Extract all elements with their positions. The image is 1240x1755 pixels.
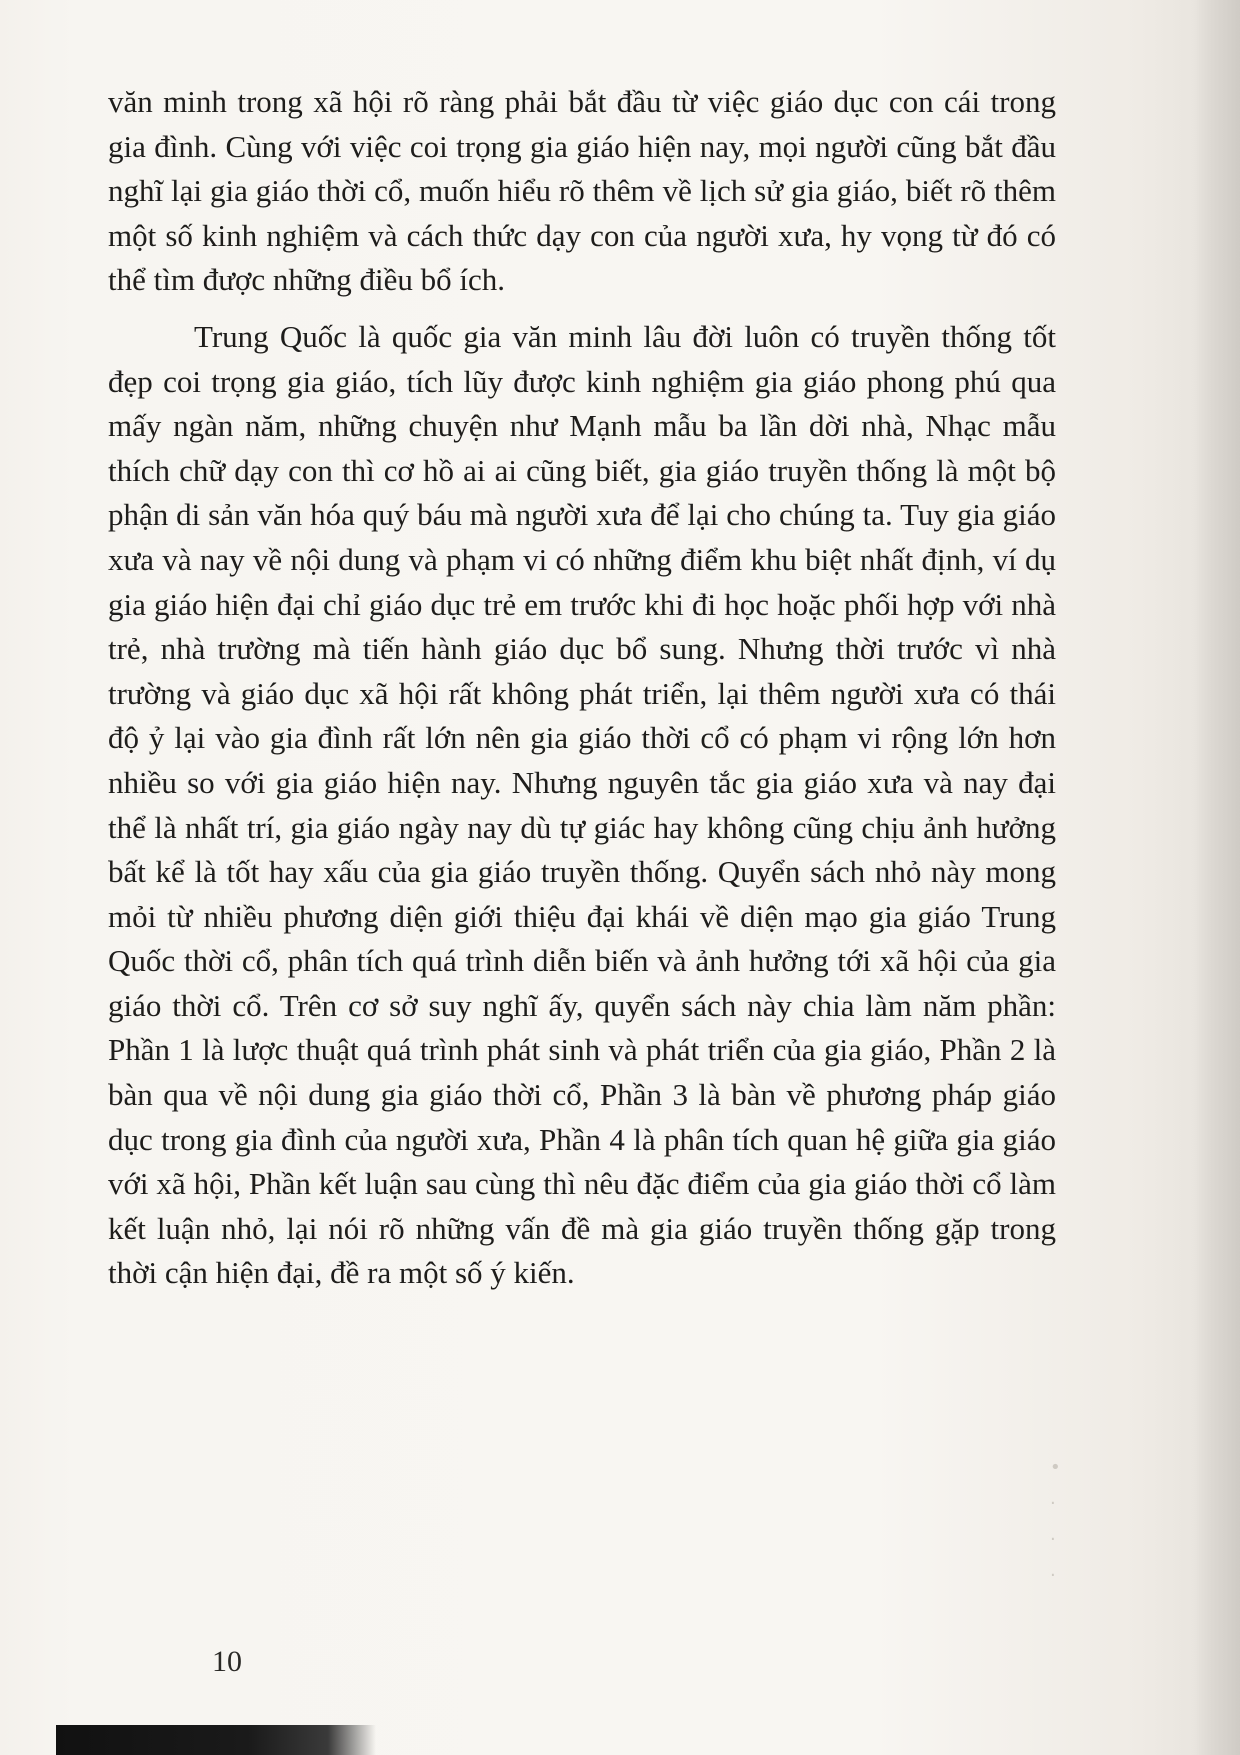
bleed-through-marks bbox=[1050, 1450, 1090, 1630]
paragraph-2: Trung Quốc là quốc gia văn minh lâu đời luôn có truyền thống tốt đẹp coi trọng gia giáo, tích lũy được kinh nghiệm gia giáo phong phú qua mấy ngàn năm, những chuyện như Mạnh mẫu ba lần dời nhà, Nhạc mẫu thích chữ dạy con thì cơ hồ ai ai cũng biết, gia giáo truyền thống là một bộ phận di sản văn hóa quý báu mà người xưa để lại cho chúng ta. Tuy gia giáo xưa và nay về nội dung và phạm vi có những điểm khu biệt nhất định, ví dụ gia giáo hiện đại chỉ giáo dục trẻ em trước khi đi học hoặc phối hợp với nhà trẻ, nhà trường mà tiến hành giáo dục bổ sung. Nhưng thời trước vì nhà trường và giáo dục xã hội rất không phát triển, lại thêm người xưa có thái độ ỷ lại vào gia đình rất lớn nên gia giáo thời cổ có phạm vi rộng lớn hơn nhiều so với gia giáo hiện nay. Nhưng nguyên tắc gia giáo xưa và nay đại thể là nhất trí, gia giáo ngày nay dù tự giác hay không cũng chịu ảnh hưởng bất kể là tốt hay xấu của gia giáo truyền thống. Quyển sách nhỏ này mong mỏi từ nhiều phương diện giới thiệu đại khái về diện mạo gia giáo Trung Quốc thời cổ, phân tích quá trình diễn biến và ảnh hưởng tới xã hội của gia giáo thời cổ. Trên cơ sở suy nghĩ ấy, quyển sách này chia làm năm phần: Phần 1 là lược thuật quá trình phát sinh và phát triển của gia giáo, Phần 2 là bàn qua về nội dung gia giáo thời cổ, Phần 3 là bàn về phương pháp giáo dục trong gia đình của người xưa, Phần 4 là phân tích quan hệ giữa gia giáo với xã hội, Phần kết luận sau cùng thì nêu đặc điểm của gia giáo thời cổ làm kết luận nhỏ, lại nói rõ những vấn đề mà gia giáo truyền thống gặp trong thời cận hiện đại, đề ra một số ý kiến. bbox=[108, 318, 1056, 1291]
page-edge-shadow bbox=[1194, 0, 1240, 1755]
bleed-mark: · bbox=[1050, 1529, 1056, 1550]
page-number: 10 bbox=[212, 1645, 242, 1678]
scan-edge-shadow bbox=[56, 1725, 376, 1755]
bleed-mark: · bbox=[1050, 1493, 1056, 1514]
bleed-mark: • bbox=[1050, 1457, 1061, 1478]
body-text bbox=[108, 80, 1056, 1308]
bleed-mark: · bbox=[1050, 1565, 1056, 1586]
paragraph-1: văn minh trong xã hội rõ ràng phải bắt đầu từ việc giáo dục con cái trong gia đình. Cùng với việc coi trọng gia giáo hiện nay, mọi người cũng bắt đầu nghĩ lại gia giáo thời cổ, muốn hiểu rõ thêm về lịch sử gia giáo, biết rõ thêm một số kinh nghiệm và cách thức dạy con của người xưa, hy vọng từ đó có thể tìm được những điều bổ ích. bbox=[108, 84, 1056, 298]
